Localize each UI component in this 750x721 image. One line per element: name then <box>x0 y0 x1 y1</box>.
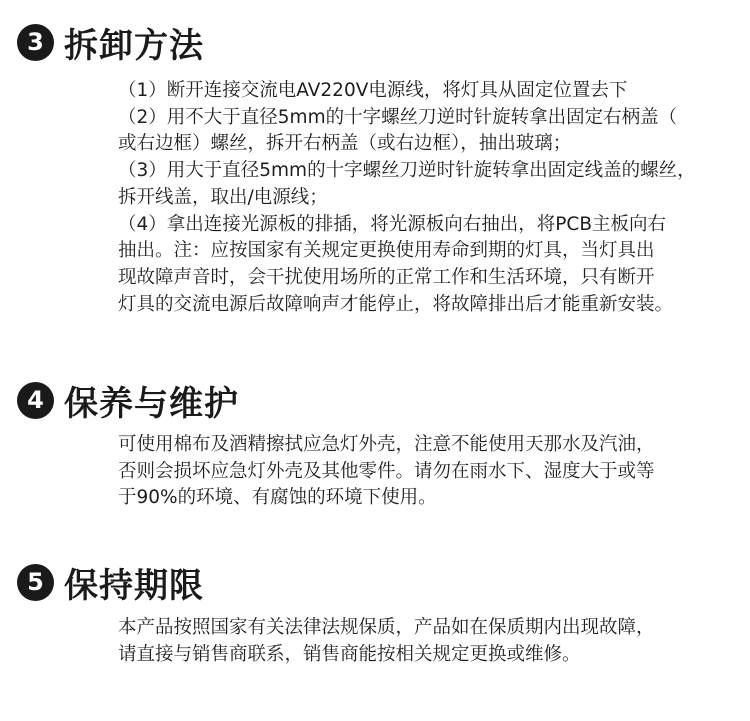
section-body <box>118 78 730 318</box>
section-header <box>17 378 239 422</box>
section-number-badge: 3 <box>17 24 54 61</box>
body-line: 请直接与销售商联系，销售商能按相关规定更换或维修。 <box>118 643 581 665</box>
body-line: 拆开线盖，取出/电源线； <box>118 186 328 208</box>
body-line: 抽出。注：应按国家有关规定更换使用寿命到期的灯具，当灯具出 <box>118 240 655 262</box>
section-header <box>17 20 204 64</box>
body-line: 或右边框）螺丝，拆开右柄盖（或右边框），抽出玻璃； <box>118 133 572 155</box>
body-line: 于90%的环境、有腐蚀的环境下使用。 <box>118 487 437 509</box>
section-title: 保持期限 <box>64 565 204 606</box>
section-body <box>118 432 730 512</box>
body-line: （1）断开连接交流电AV220V电源线，将灯具从固定位置去下 <box>118 80 628 101</box>
body-line: （4）拿出连接光源板的排插，将光源板向右抽出，将PCB主板向右 <box>118 213 667 235</box>
body-line: 本产品按照国家有关法律法规保质，产品如在保质期内出现故障， <box>118 617 655 638</box>
section-header <box>17 560 204 604</box>
section-body <box>118 615 730 668</box>
body-line: 现故障声音时，会干扰使用场所的正常工作和生活环境，只有断开 <box>118 266 655 288</box>
section-title: 保养与维护 <box>64 383 239 424</box>
body-line: 可使用棉布及酒精擦拭应急灯外壳，注意不能使用天那水及汽油， <box>118 434 655 455</box>
section-number-badge: 4 <box>17 382 54 419</box>
section-number-badge: 5 <box>17 564 54 601</box>
body-line: （2）用不大于直径5mm的十字螺丝刀逆时针旋转拿出固定右柄盖（ <box>118 106 678 128</box>
body-line: 否则会损坏应急灯外壳及其他零件。请勿在雨水下、湿度大于或等 <box>118 460 655 482</box>
body-line: 灯具的交流电源后故障响声才能停止，将故障排出后才能重新安装。 <box>118 293 674 315</box>
section-title: 拆卸方法 <box>64 25 204 66</box>
body-line: （3）用大于直径5mm的十字螺丝刀逆时针旋转拿出固定线盖的螺丝， <box>118 160 696 182</box>
